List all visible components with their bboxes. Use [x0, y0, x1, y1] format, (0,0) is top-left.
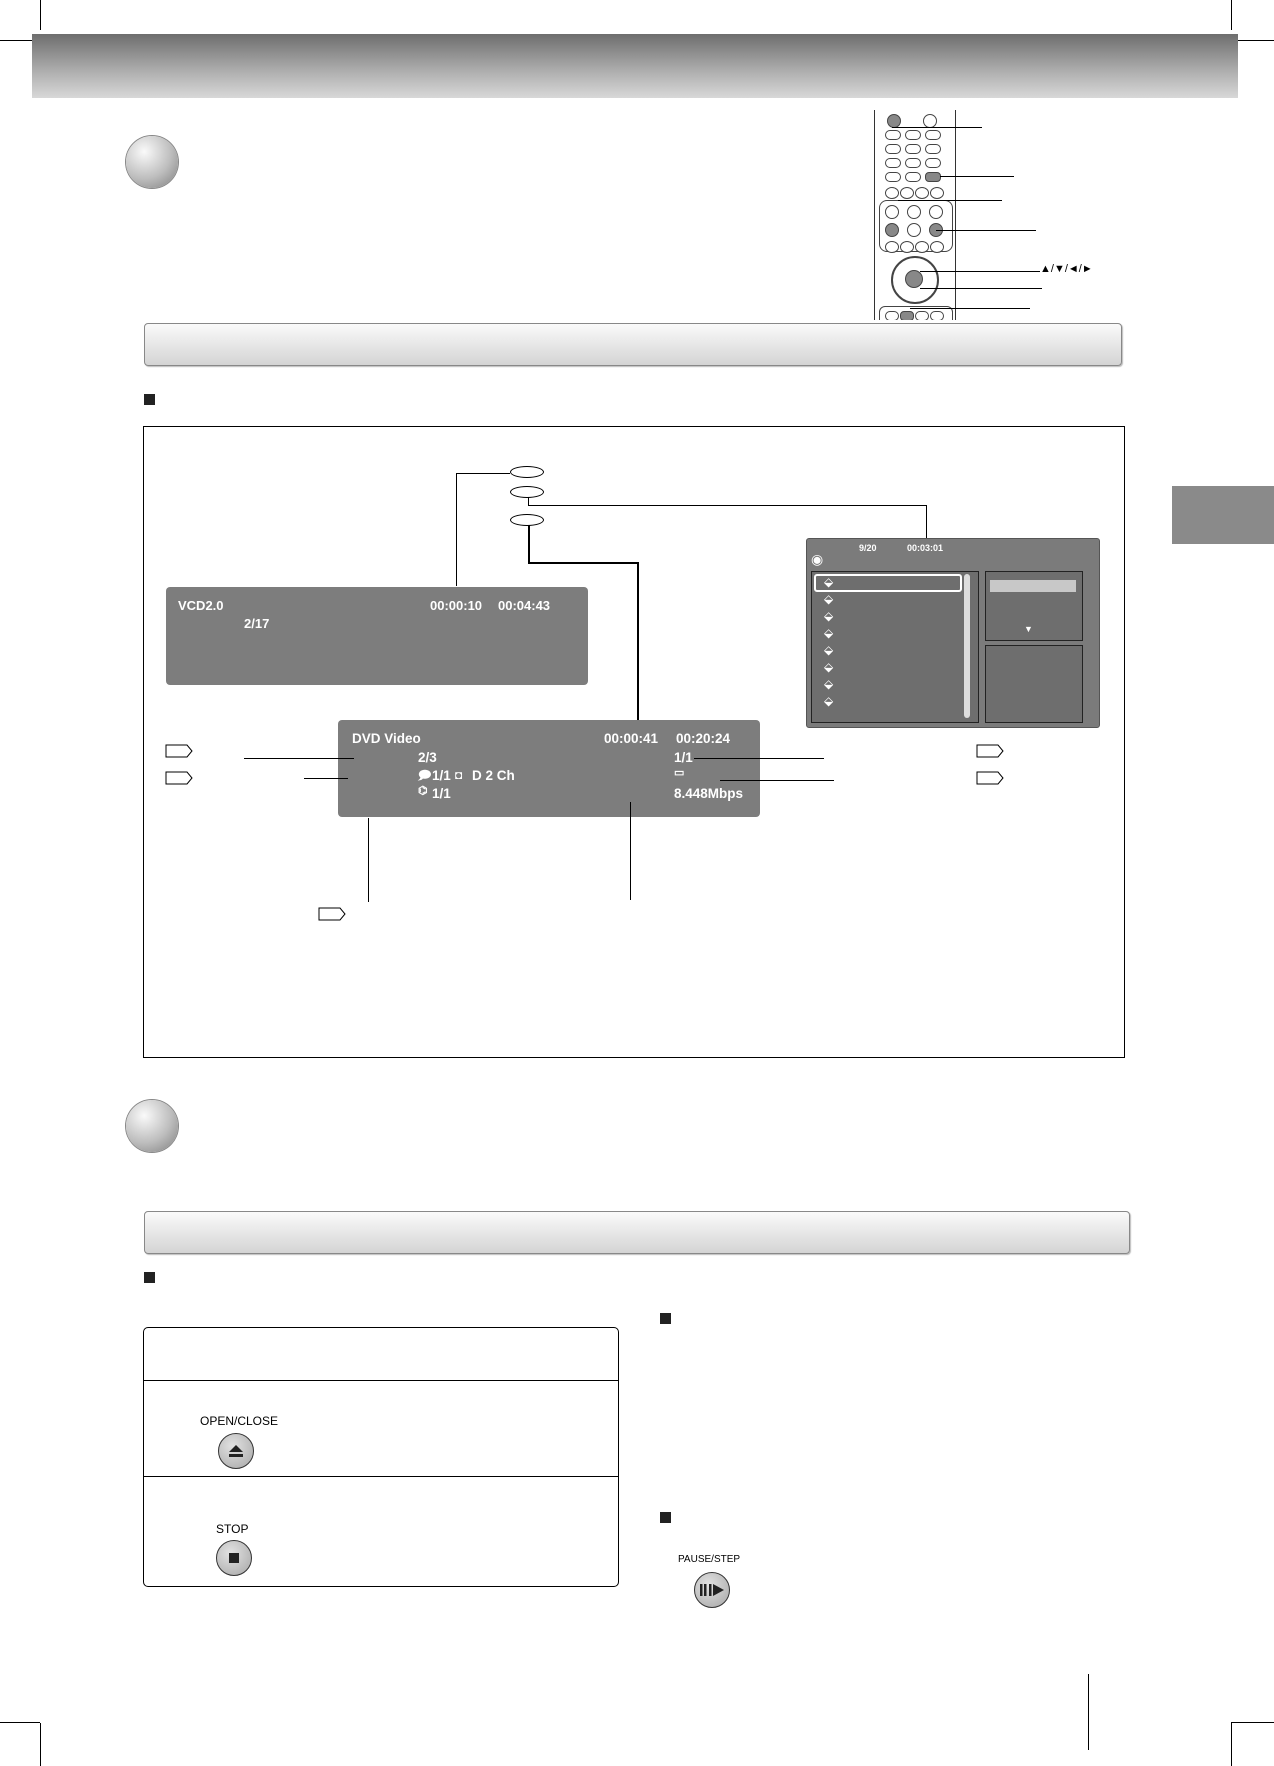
subtitle-icon: ▭ [674, 767, 685, 779]
crop-mark [40, 1723, 41, 1766]
crop-mark [0, 40, 36, 41]
dvd-osd-panel [338, 720, 760, 817]
scrollbar[interactable] [964, 574, 970, 718]
chapter-number: 1/1 [674, 750, 693, 765]
title-number: 2/3 [418, 750, 437, 765]
file-item-icon[interactable]: ⬙ [824, 575, 834, 589]
vcd-osd-panel [166, 587, 588, 685]
bullet-square [660, 1313, 671, 1324]
track-number: 2/17 [244, 616, 270, 631]
file-item-icon[interactable]: ⬙ [824, 660, 834, 674]
mode-highlight[interactable] [990, 580, 1076, 592]
section-bar [144, 323, 1122, 366]
angle-number: 1/1 [432, 786, 451, 801]
total-time: 00:04:43 [498, 598, 551, 613]
bullet-square [660, 1512, 671, 1523]
crop-mark [40, 0, 41, 30]
total-time: 00:20:24 [676, 731, 731, 746]
stop-button[interactable] [216, 1540, 252, 1576]
bullet-square [144, 394, 155, 405]
crop-mark [1231, 1723, 1232, 1766]
pause-step-button[interactable] [694, 1572, 730, 1608]
ref-tag-icon [976, 771, 1004, 785]
disc-icon: ◉ [811, 551, 824, 567]
stop-icon [229, 1553, 239, 1563]
ref-tag-icon [165, 744, 193, 758]
disc-format: VCD2.0 [178, 598, 224, 613]
elapsed-time: 00:00:10 [430, 598, 483, 613]
pause-step-label: PAUSE/STEP [678, 1554, 741, 1565]
angle-icon: ⌬ [418, 785, 428, 797]
header-band [32, 34, 1238, 98]
chapter-tab [1172, 486, 1274, 544]
callout-oval [510, 466, 544, 478]
ref-tag-icon [318, 907, 346, 921]
file-list[interactable] [811, 571, 979, 723]
file-item-icon[interactable]: ⬙ [824, 643, 834, 657]
power-button [887, 114, 901, 128]
disc-format: DVD Video [352, 731, 421, 746]
file-item-icon[interactable]: ⬙ [824, 609, 834, 623]
callout-oval [510, 486, 544, 498]
arrow-keys-label: ▲/▼/◄/► [1040, 263, 1093, 275]
page-divider [1088, 1674, 1089, 1750]
button-table [143, 1327, 619, 1587]
file-item-icon[interactable]: ⬙ [824, 694, 834, 708]
ref-tag-icon [976, 744, 1004, 758]
bitrate: 8.448Mbps [674, 786, 744, 801]
file-item-icon[interactable]: ⬙ [824, 677, 834, 691]
section-bullet [126, 136, 178, 188]
audio-icon: 🗩 [418, 768, 432, 782]
audio-number: 1/1 [432, 768, 451, 783]
mode-panel [985, 571, 1083, 641]
stop-label: STOP [216, 1522, 249, 1536]
chevron-down-icon[interactable]: ▼ [1024, 624, 1033, 634]
crop-mark [1231, 0, 1232, 30]
ref-tag-icon [165, 771, 193, 785]
preview-panel [985, 645, 1083, 723]
track-count: 9/20 [859, 543, 877, 553]
crop-mark [1231, 1722, 1274, 1723]
open-close-label: OPEN/CLOSE [200, 1414, 279, 1428]
eject-icon [229, 1445, 243, 1457]
open-close-button[interactable] [218, 1433, 254, 1469]
file-item-icon[interactable]: ⬙ [824, 626, 834, 640]
crop-mark [1238, 40, 1274, 41]
elapsed-time: 00:00:41 [604, 731, 659, 746]
crop-mark [0, 1722, 40, 1723]
file-list-selection [814, 574, 962, 592]
section-bullet [126, 1100, 178, 1152]
audio-format: D 2 Ch [472, 768, 515, 783]
section-bar [144, 1211, 1130, 1254]
file-browser-screen [806, 538, 1100, 728]
dolby-icon: ◘ [455, 768, 463, 782]
callout-oval [510, 514, 544, 526]
bullet-square [144, 1272, 155, 1283]
pause-step-icon [700, 1584, 724, 1596]
browser-time: 00:03:01 [907, 543, 944, 553]
file-item-icon[interactable]: ⬙ [824, 592, 834, 606]
